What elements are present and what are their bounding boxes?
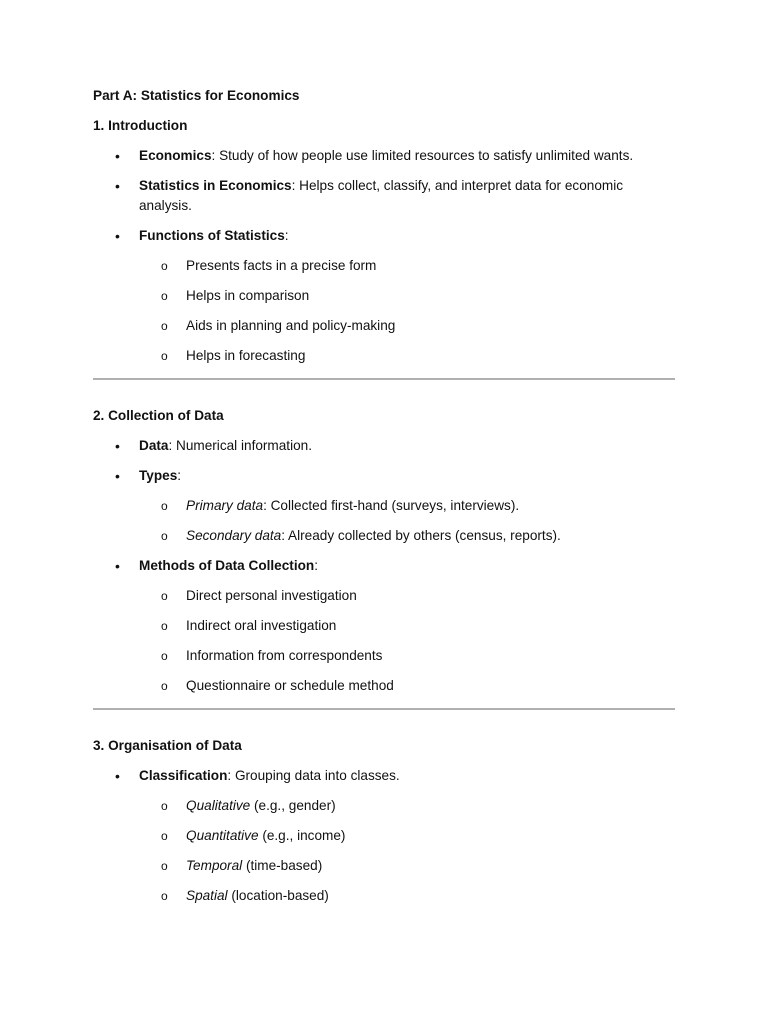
sub-item-text: Helps in forecasting	[186, 348, 306, 363]
ring-bullet-icon: o	[161, 259, 168, 273]
sub-item-text: Indirect oral investigation	[186, 618, 337, 633]
sub-item-text: Information from correspondents	[186, 648, 383, 663]
list-item	[93, 766, 675, 906]
bullet-list	[93, 436, 675, 696]
ring-bullet-icon: o	[161, 649, 168, 663]
section-heading: 1. Introduction	[93, 118, 188, 133]
ring-bullet-icon: o	[161, 589, 168, 603]
ring-bullet-icon: o	[161, 859, 168, 873]
ring-bullet-icon: o	[161, 619, 168, 633]
sub-list-item	[139, 616, 675, 636]
item-term: Functions of Statistics	[139, 228, 285, 243]
sub-item-text: Aids in planning and policy-making	[186, 318, 396, 333]
item-text: :	[284, 228, 289, 243]
item-text: :	[314, 558, 318, 573]
item-text: : Numerical information.	[168, 438, 313, 453]
sub-list	[139, 796, 675, 906]
bullet-icon: •	[115, 228, 120, 244]
sub-list-item	[139, 856, 675, 876]
section-heading: 2. Collection of Data	[93, 408, 224, 423]
item-term: Classification	[139, 768, 228, 783]
bullet-icon: •	[115, 438, 120, 454]
item-term: Types	[139, 468, 178, 483]
item-text: : Grouping data into classes.	[227, 768, 400, 783]
bullet-icon: •	[115, 178, 120, 194]
sub-item-text: Presents facts in a precise form	[186, 258, 377, 273]
sub-item-text: Direct personal investigation	[186, 588, 357, 603]
sub-item-emphasis: Spatial	[186, 888, 228, 903]
sub-item-text: (e.g., gender)	[250, 798, 336, 813]
sub-item-emphasis: Primary data	[186, 498, 264, 513]
item-text: : Study of how people use limited resources to satisfy unlimited wants.	[211, 148, 634, 163]
ring-bullet-icon: o	[161, 319, 168, 333]
list-item	[93, 466, 675, 546]
ring-bullet-icon: o	[161, 289, 168, 303]
sub-item-emphasis: Qualitative	[186, 798, 251, 813]
bullet-list	[93, 146, 675, 366]
list-item	[93, 226, 675, 366]
item-term: Statistics in Economics	[139, 178, 292, 193]
sub-item-text: : Already collected by others (census, reports).	[281, 528, 561, 543]
sub-item-emphasis: Temporal	[186, 858, 243, 873]
bullet-icon: •	[115, 558, 120, 574]
sub-list	[139, 496, 675, 546]
sub-list-item	[139, 256, 675, 276]
sub-list-item	[139, 316, 675, 336]
bullet-icon: •	[115, 768, 120, 784]
sub-list-item	[139, 826, 675, 846]
item-term: Methods of Data Collection	[139, 558, 315, 573]
ring-bullet-icon: o	[161, 799, 168, 813]
item-term: Data	[139, 438, 169, 453]
sub-list-item	[139, 796, 675, 816]
bullet-icon: •	[115, 148, 120, 164]
sub-item-text: (location-based)	[227, 888, 329, 903]
document-title: Part A: Statistics for Economics	[93, 88, 300, 103]
horizontal-divider	[93, 378, 675, 380]
list-item	[93, 556, 675, 696]
ring-bullet-icon: o	[161, 679, 168, 693]
sub-item-text: (e.g., income)	[258, 828, 346, 843]
ring-bullet-icon: o	[161, 889, 168, 903]
ring-bullet-icon: o	[161, 349, 168, 363]
section-collection-of-data	[93, 406, 675, 696]
section-organisation-of-data	[93, 736, 675, 906]
sub-item-text: Questionnaire or schedule method	[186, 678, 394, 693]
sub-list-item	[139, 496, 675, 516]
section-introduction	[93, 116, 675, 366]
list-item	[93, 436, 675, 456]
sub-list-item	[139, 526, 675, 546]
sub-list-item	[139, 676, 675, 696]
sub-item-emphasis: Secondary data	[186, 528, 282, 543]
sub-item-text: (time-based)	[242, 858, 323, 873]
bullet-icon: •	[115, 468, 120, 484]
sub-list	[139, 256, 675, 366]
sub-list-item	[139, 346, 675, 366]
list-item	[93, 176, 675, 216]
item-text: :	[177, 468, 182, 483]
sub-list-item	[139, 886, 675, 906]
ring-bullet-icon: o	[161, 499, 168, 513]
document-page	[93, 86, 675, 916]
sub-list	[139, 586, 675, 696]
sub-list-item	[139, 646, 675, 666]
sub-item-emphasis: Quantitative	[186, 828, 259, 843]
sub-list-item	[139, 586, 675, 606]
horizontal-divider	[93, 708, 675, 710]
sub-item-text: : Collected first-hand (surveys, interviews).	[263, 498, 520, 513]
item-term: Economics	[139, 148, 212, 163]
item-text: : Helps collect, classify, and interpret data for economic analysis.	[139, 178, 624, 213]
bullet-list	[93, 766, 675, 906]
ring-bullet-icon: o	[161, 529, 168, 543]
list-item	[93, 146, 675, 166]
sub-item-text: Helps in comparison	[186, 288, 310, 303]
sub-list-item	[139, 286, 675, 306]
section-heading: 3. Organisation of Data	[93, 738, 242, 753]
ring-bullet-icon: o	[161, 829, 168, 843]
